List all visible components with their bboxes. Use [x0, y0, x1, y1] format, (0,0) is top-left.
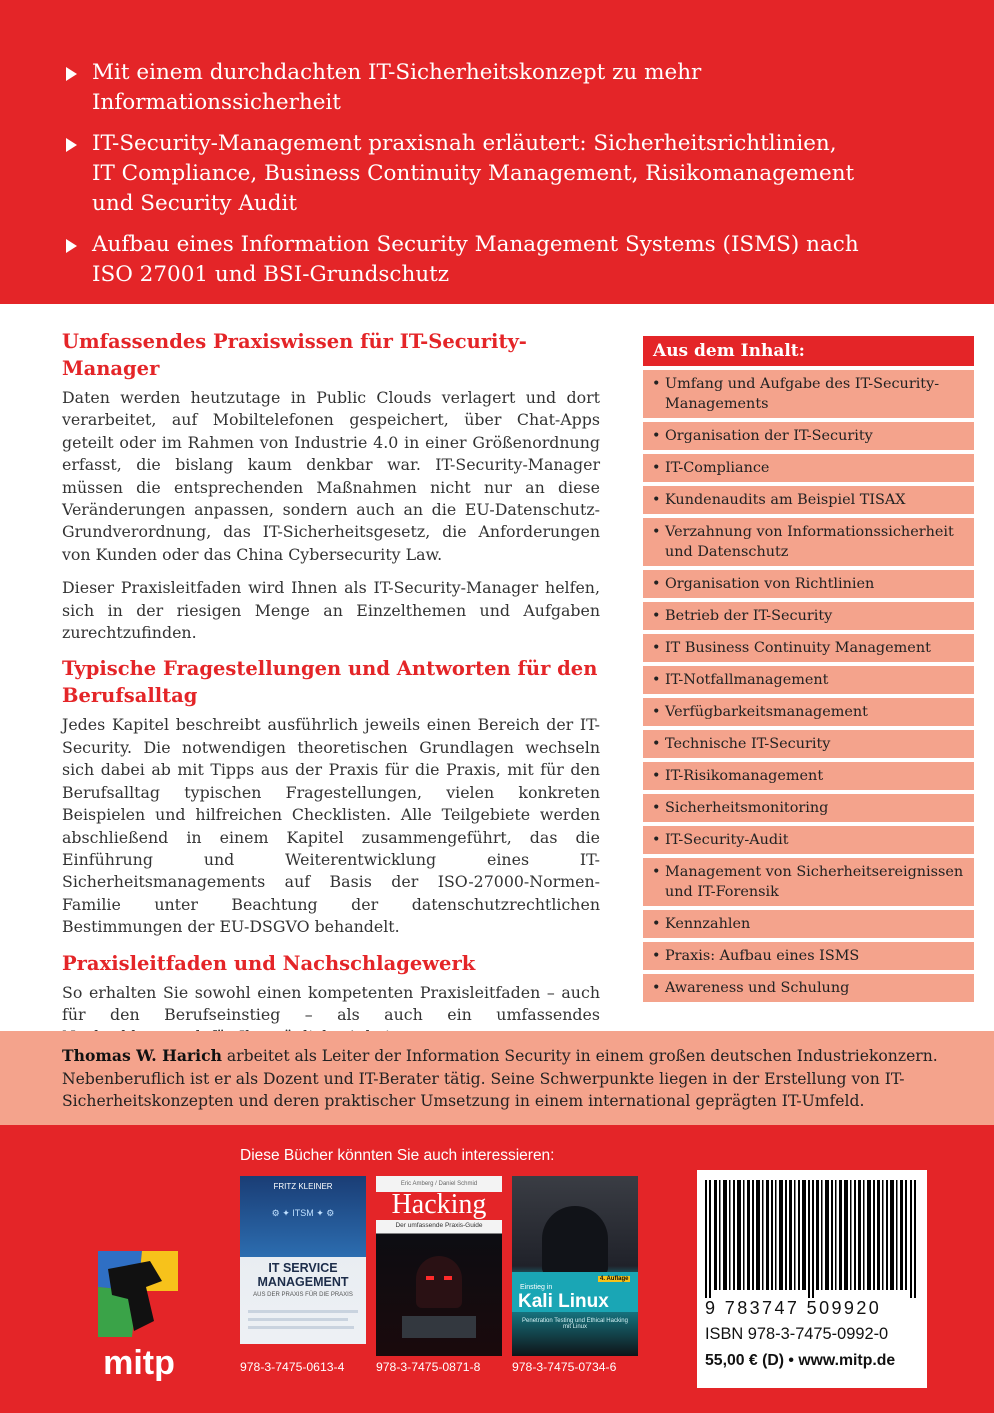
bullet-dot-icon: •	[652, 948, 661, 964]
contents-item: • Verzahnung von Informationssicherheit und Datenschutz	[643, 518, 974, 566]
feature-bullets	[66, 58, 866, 301]
contents-item: • Verfügbarkeitsmanagement	[643, 698, 974, 726]
bottom-banner	[0, 1125, 994, 1413]
contents-item: • Management von Sicherheitsereignissen und IT-Forensik	[643, 858, 974, 906]
barcode-box	[697, 1170, 927, 1388]
author-bio	[0, 1031, 994, 1125]
bullet-dot-icon: •	[652, 376, 661, 392]
contents-item: • IT-Compliance	[643, 454, 974, 482]
paragraph: Daten werden heutzutage in Public Clouds verlagert und dort verarbeitet, auf Mobiltelefonen gespeichert, über Chat-Apps geteilt oder im Rahmen von Industrie 4.0 in einer Größenordnung erfasst, die bislang kaum denkbar war. IT-Security-Manager müssen die entsprechenden Maßnahmen nicht nur an diese Veränderungen anpassen, sondern auch an die EU-Datenschutz-Grundverordnung, das IT-Sicherheitsgesetz, die Anforderungen von Kunden oder das China Cybersecurity Law.	[62, 388, 600, 564]
contents-item: • Organisation der IT-Security	[643, 422, 974, 450]
bullet-dot-icon: •	[652, 460, 661, 476]
book-subtitle: Penetration Testing und Ethical Hacking mit Linux	[522, 1318, 628, 1330]
bullet-dot-icon: •	[652, 800, 661, 816]
book-subtitle: AUS DER PRAXIS FÜR DIE PRAXIS	[253, 1292, 353, 1298]
contents-item: • Kundenaudits am Beispiel TISAX	[643, 486, 974, 514]
list-line	[248, 1310, 358, 1313]
contents-list	[643, 370, 974, 1002]
book-author: Eric Amberg / Daniel Schmid	[400, 1181, 478, 1187]
book-isbn: 978-3-7475-0734-6	[512, 1360, 617, 1374]
feature-bullet: Aufbau eines Information Security Management Systems (ISMS) nach ISO 27001 und BSI-Grundschutz	[66, 230, 866, 290]
bullet-dot-icon: •	[652, 916, 661, 932]
bullet-dot-icon: •	[652, 980, 661, 996]
cover-red-band	[240, 1344, 366, 1356]
contents-item: • Betrieb der IT-Security	[643, 602, 974, 630]
contents-item: • Awareness und Schulung	[643, 974, 974, 1002]
author-text: Thomas W. Harich arbeitet als Leiter der Information Security in einem großen deutschen Industriekonzern. Nebenberuflich ist er als Dozent und IT-Berater tätig. Seine Schwerpunkte liegen in der Erstellung von IT-Sicherheitskonzepten und deren praktischer Umsetzung in einem international geprägten IT-Umfeld.	[62, 1046, 938, 1110]
book-title: Hacking	[391, 1189, 487, 1220]
book-author: FRITZ KLEINER	[273, 1182, 333, 1191]
price-and-url: 55,00 € (D) • www.mitp.de	[705, 1352, 896, 1369]
bullet-dot-icon: •	[652, 492, 661, 508]
author-name: Thomas W. Harich	[62, 1046, 222, 1065]
triangle-bullet-icon	[66, 138, 77, 152]
laptop-icon	[402, 1316, 476, 1338]
contents-item: • IT-Risikomanagement	[643, 762, 974, 790]
paragraph: Dieser Praxisleitfaden wird Ihnen als IT-Security-Manager helfen, sich in der riesigen Menge an Einzelthemen und Aufgaben zurechtzufinden.	[62, 578, 600, 643]
bullet-dot-icon: •	[652, 576, 661, 592]
paragraph: Jedes Kapitel beschreibt ausführlich jeweils einen Bereich der IT-Security. Die notwendigen theoretischen Grundlagen wechseln sich dabei ab mit Tipps aus der Praxis für die Praxis, mit für den Berufsalltag typischen Fragestellungen, vielen konkreten Beispielen und hilfreichen Checklisten. Alle Teilgebiete werden abschließend in einem Kapitel zusammengeführt, das die Einführung und Weiterentwicklung eines IT-Sicherheitsmanagements auf Basis der ISO-27000-Normen-Familie unter Beachtung der datenschutzrechtlichen Bestimmungen der EU-DSGVO behandelt.	[62, 715, 600, 937]
triangle-bullet-icon	[66, 239, 77, 253]
contents-item: • Sicherheitsmonitoring	[643, 794, 974, 822]
section-heading-fragestellungen: Typische Fragestellungen und Antworten für den Berufsalltag	[62, 657, 598, 708]
bullet-dot-icon: •	[652, 524, 661, 540]
book-title: Kali Linux	[518, 1291, 609, 1312]
contents-item: • Umfang und Aufgabe des IT-Security-Managements	[643, 370, 974, 418]
bullet-dot-icon: •	[652, 768, 661, 784]
bullet-dot-icon: •	[652, 608, 661, 624]
recommendation-heading: Diese Bücher könnten Sie auch interessieren:	[240, 1147, 555, 1164]
list-line	[248, 1326, 354, 1329]
hooded-figure-icon	[542, 1206, 608, 1276]
book-isbn: 978-3-7475-0613-4	[240, 1360, 345, 1374]
book-subtitle: Der umfassende Praxis-Guide	[395, 1222, 483, 1229]
list-line	[248, 1318, 348, 1321]
section-heading-praxiswissen: Umfassendes Praxiswissen für IT-Security-Manager	[62, 330, 527, 380]
feature-bullet: IT-Security-Management praxisnah erläutert: Sicherheitsrichtlinien, IT Compliance, Business Continuity Management, Risikomanagement und Security Audit	[66, 129, 866, 219]
hooded-figure-icon	[416, 1256, 462, 1308]
edition-badge: 4. Auflage	[600, 1276, 629, 1282]
contents-item: • IT-Security-Audit	[643, 826, 974, 854]
logo-wordmark: mitp	[103, 1344, 175, 1382]
contents-item: • Kennzahlen	[643, 910, 974, 938]
isbn-number: ISBN 978-3-7475-0992-0	[705, 1325, 889, 1343]
barcode-digits: 9 783747 509920	[705, 1298, 882, 1318]
book-title: IT SERVICE	[268, 1261, 338, 1275]
contents-item: • Praxis: Aufbau eines ISMS	[643, 942, 974, 970]
book-isbn: 978-3-7475-0871-8	[376, 1360, 481, 1374]
bullet-dot-icon: •	[652, 704, 661, 720]
bullet-dot-icon: •	[652, 736, 661, 752]
book-cover-hacking[interactable]	[376, 1176, 502, 1356]
paragraph: So erhalten Sie sowohl einen kompetenten Praxisleitfaden – auch für den Berufseinstieg – als auch ein umfassendes	[62, 982, 600, 1024]
feature-bullet: Mit einem durchdachten IT-Sicherheitskonzept zu mehr Informationssicherheit	[66, 58, 866, 118]
description-column	[62, 328, 600, 1060]
bullet-dot-icon: •	[652, 428, 661, 444]
book-title-prefix: Einstieg in	[520, 1284, 553, 1291]
bullet-dot-icon: •	[652, 832, 661, 848]
mitp-logo-icon	[98, 1251, 178, 1337]
gear-network-icon: ⚙ ✦ ITSM ✦ ⚙	[271, 1208, 335, 1218]
publisher-logo	[94, 1251, 184, 1381]
section-heading-nachschlagewerk: Praxisleitfaden und Nachschlagewerk	[62, 951, 476, 975]
contents-item: • IT Business Continuity Management	[643, 634, 974, 662]
contents-item: • IT-Notfallmanagement	[643, 666, 974, 694]
contents-item: • Organisation von Richtlinien	[643, 570, 974, 598]
book-cover-kali-linux[interactable]	[512, 1176, 638, 1356]
bullet-dot-icon: •	[652, 672, 661, 688]
contents-item: • Technische IT-Security	[643, 730, 974, 758]
red-eye-icon	[444, 1276, 452, 1280]
triangle-bullet-icon	[66, 67, 77, 81]
contents-box	[643, 336, 974, 1002]
book-title-line2: MANAGEMENT	[257, 1275, 349, 1289]
red-eye-icon	[426, 1276, 434, 1280]
bullet-dot-icon: •	[652, 864, 661, 880]
bullet-dot-icon: •	[652, 640, 661, 656]
top-banner	[0, 0, 994, 304]
barcode-icon	[703, 1180, 921, 1298]
contents-title: Aus dem Inhalt:	[643, 336, 974, 366]
book-cover-it-service-management[interactable]	[240, 1176, 366, 1356]
